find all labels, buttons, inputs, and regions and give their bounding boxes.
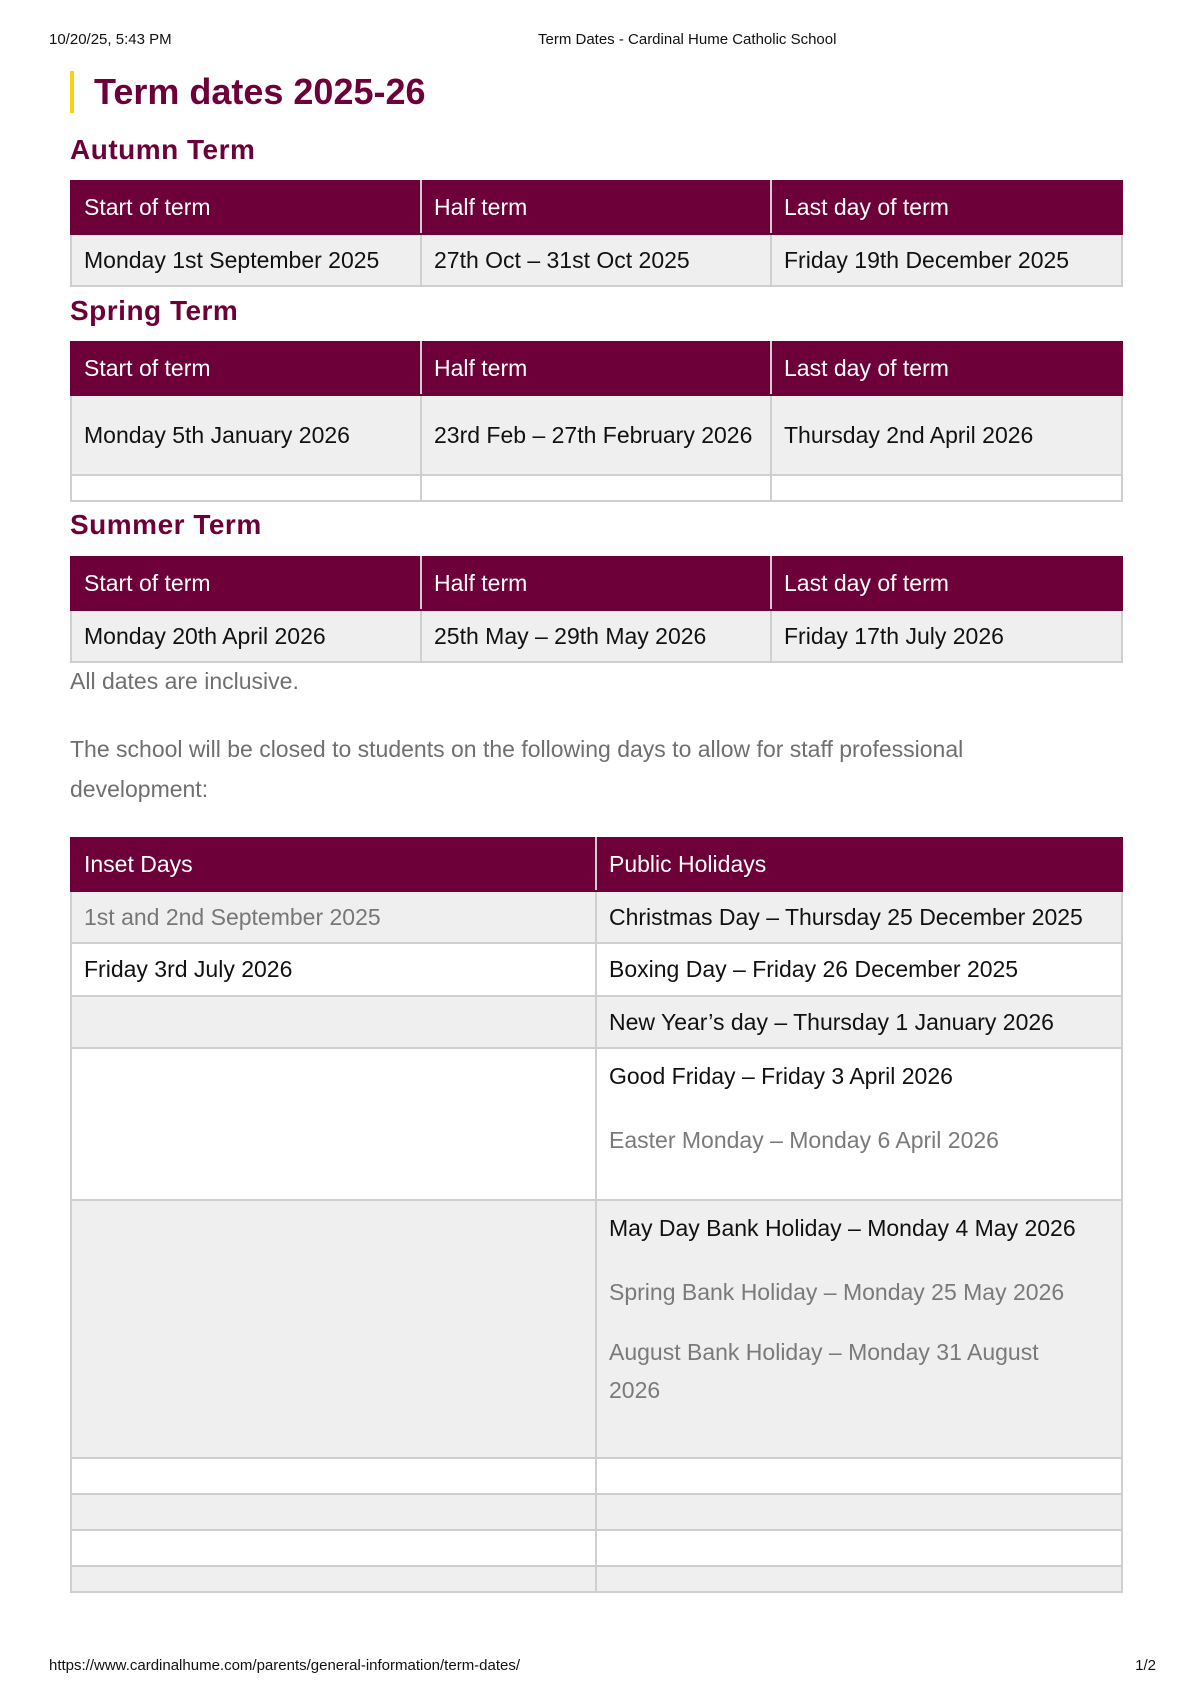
table-row [71,610,1122,662]
autumn-last-day-cell: Friday 19th December 2025 [771,234,1122,286]
spring-term-table [70,341,1123,502]
column-header-public-holidays: Public Holidays [596,838,1122,891]
table-row [71,395,1122,475]
column-header-start: Start of term [71,342,421,395]
column-header-half-term: Half term [421,557,771,610]
table-row [71,996,1122,1048]
print-page-count: 1/2 [1135,1657,1156,1674]
autumn-half-term-cell: 27th Oct – 31st Oct 2025 [421,234,771,286]
table-row-empty [71,475,1122,501]
autumn-term-table [70,180,1123,287]
table-row-empty [71,1530,1122,1566]
public-holiday-cell: Boxing Day – Friday 26 December 2025 [596,943,1122,996]
table-row-empty [71,1494,1122,1530]
table-row [71,234,1122,286]
summer-half-term-cell: 25th May – 29th May 2026 [421,610,771,662]
summer-term-heading: Summer Term [70,509,262,540]
spring-term-heading: Spring Term [70,295,239,326]
print-doc-title: Term Dates - Cardinal Hume Catholic School [538,31,837,48]
page-title: Term dates 2025-26 [70,71,426,113]
public-holiday-cell-easter [596,1048,1122,1200]
table-row-empty [71,1458,1122,1494]
table-row [71,943,1122,996]
column-header-half-term: Half term [421,181,771,234]
column-header-last-day: Last day of term [771,342,1122,395]
public-holiday-cell: New Year’s day – Thursday 1 January 2026 [596,996,1122,1048]
column-header-half-term: Half term [421,342,771,395]
table-row [71,891,1122,943]
print-url: https://www.cardinalhume.com/parents/general-information/term-dates/ [49,1657,521,1674]
closure-note: The school will be closed to students on the following days to allow for staff professional development: [70,736,964,802]
public-holiday-august-bank: August Bank Holiday – Monday 31 August 2026 [609,1339,1039,1403]
public-holiday-easter-monday: Easter Monday – Monday 6 April 2026 [609,1127,999,1153]
autumn-term-heading: Autumn Term [70,134,256,165]
public-holiday-spring-bank: Spring Bank Holiday – Monday 25 May 2026 [609,1279,1065,1305]
spring-half-term-cell: 23rd Feb – 27th February 2026 [421,395,771,475]
column-header-last-day: Last day of term [771,181,1122,234]
table-row [71,1048,1122,1200]
inset-day-cell: 1st and 2nd September 2025 [71,891,596,943]
summer-term-table [70,556,1123,663]
print-header [0,31,1200,51]
autumn-start-cell: Monday 1st September 2025 [71,234,421,286]
spring-start-cell: Monday 5th January 2026 [71,395,421,475]
column-header-start: Start of term [71,181,421,234]
column-header-inset-days: Inset Days [71,838,596,891]
public-holiday-may-day: May Day Bank Holiday – Monday 4 May 2026 [609,1215,1076,1241]
holidays-table [70,837,1123,1593]
inset-day-cell: Friday 3rd July 2026 [71,943,596,996]
column-header-last-day: Last day of term [771,557,1122,610]
summer-last-day-cell: Friday 17th July 2026 [771,610,1122,662]
column-header-start: Start of term [71,557,421,610]
table-row [71,1200,1122,1458]
print-datetime: 10/20/25, 5:43 PM [49,31,172,48]
public-holiday-good-friday: Good Friday – Friday 3 April 2026 [609,1063,953,1089]
table-row-empty [71,1566,1122,1592]
public-holiday-cell-bank [596,1200,1122,1458]
summer-start-cell: Monday 20th April 2026 [71,610,421,662]
public-holiday-cell: Christmas Day – Thursday 25 December 2025 [596,891,1122,943]
spring-last-day-cell: Thursday 2nd April 2026 [771,395,1122,475]
inclusive-note: All dates are inclusive. [70,668,299,694]
